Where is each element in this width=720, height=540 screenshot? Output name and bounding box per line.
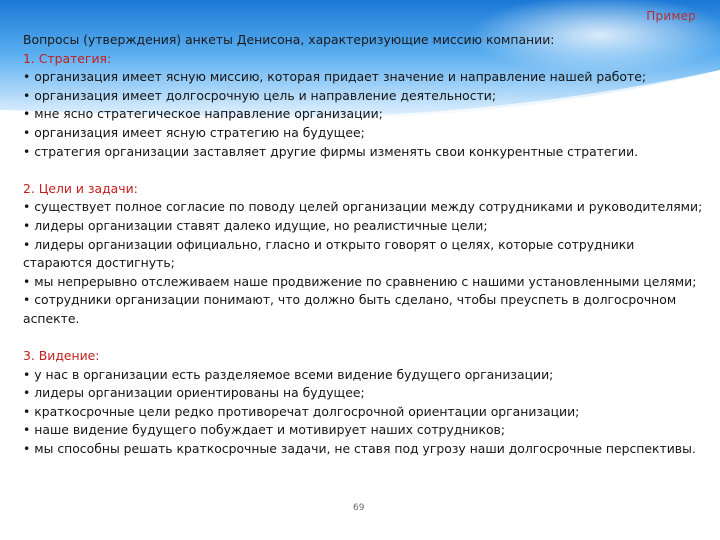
list-item: • мы непрерывно отслеживаем наше продвижение по сравнению с нашими установленными целями; xyxy=(23,273,697,289)
list-item: • стратегия организации заставляет другие фирмы изменять свои конкурентные стратегии. xyxy=(23,143,639,159)
list-item: • лидеры организации ставят далеко идущие, но реалистичные цели; xyxy=(23,217,488,233)
section-title-strategy: 1. Стратегия: xyxy=(23,50,112,66)
list-item: • организация имеет долгосрочную цель и направление деятельности; xyxy=(23,87,497,103)
list-item: • сотрудники организации понимают, что должно быть сделано, чтобы преуспеть в долгосрочном аспекте. xyxy=(23,292,677,326)
slide-body xyxy=(23,31,703,459)
list-item: • организация имеет ясную стратегию на будущее; xyxy=(23,124,365,140)
list-item: • существует полное согласие по поводу целей организации между сотрудниками и руководителями; xyxy=(23,199,703,215)
list-item: • наше видение будущего побуждает и мотивирует наших сотрудников; xyxy=(23,422,506,438)
section-strategy xyxy=(23,50,703,162)
list-item: • лидеры организации ориентированы на будущее; xyxy=(23,385,365,401)
list-item: • мы способны решать краткосрочные задачи, не ставя под угрозу наши долгосрочные перспективы. xyxy=(23,441,696,457)
list-item: • организация имеет ясную миссию, которая придает значение и направление нашей работе; xyxy=(23,69,647,85)
section-title-goals: 2. Цели и задачи: xyxy=(23,180,138,196)
section-title-vision: 3. Видение: xyxy=(23,348,100,364)
intro-text: Вопросы (утверждения) анкеты Денисона, характеризующие миссию компании: xyxy=(23,32,555,47)
section-goals xyxy=(23,180,703,329)
list-item: • лидеры организации официально, гласно и открыто говорят о целях, которые сотрудники стараются достигнуть; xyxy=(23,236,635,271)
section-spacer xyxy=(23,329,703,348)
list-item: • у нас в организации есть разделяемое всеми видение будущего организации; xyxy=(23,366,554,382)
list-item: • мне ясно стратегическое направление организации; xyxy=(23,106,383,122)
section-vision xyxy=(23,347,703,459)
example-label: Пример xyxy=(646,9,696,23)
page-number: 69 xyxy=(353,503,365,513)
section-spacer xyxy=(23,161,703,180)
list-item: • краткосрочные цели редко противоречат долгосрочной ориентации организации; xyxy=(23,403,580,419)
